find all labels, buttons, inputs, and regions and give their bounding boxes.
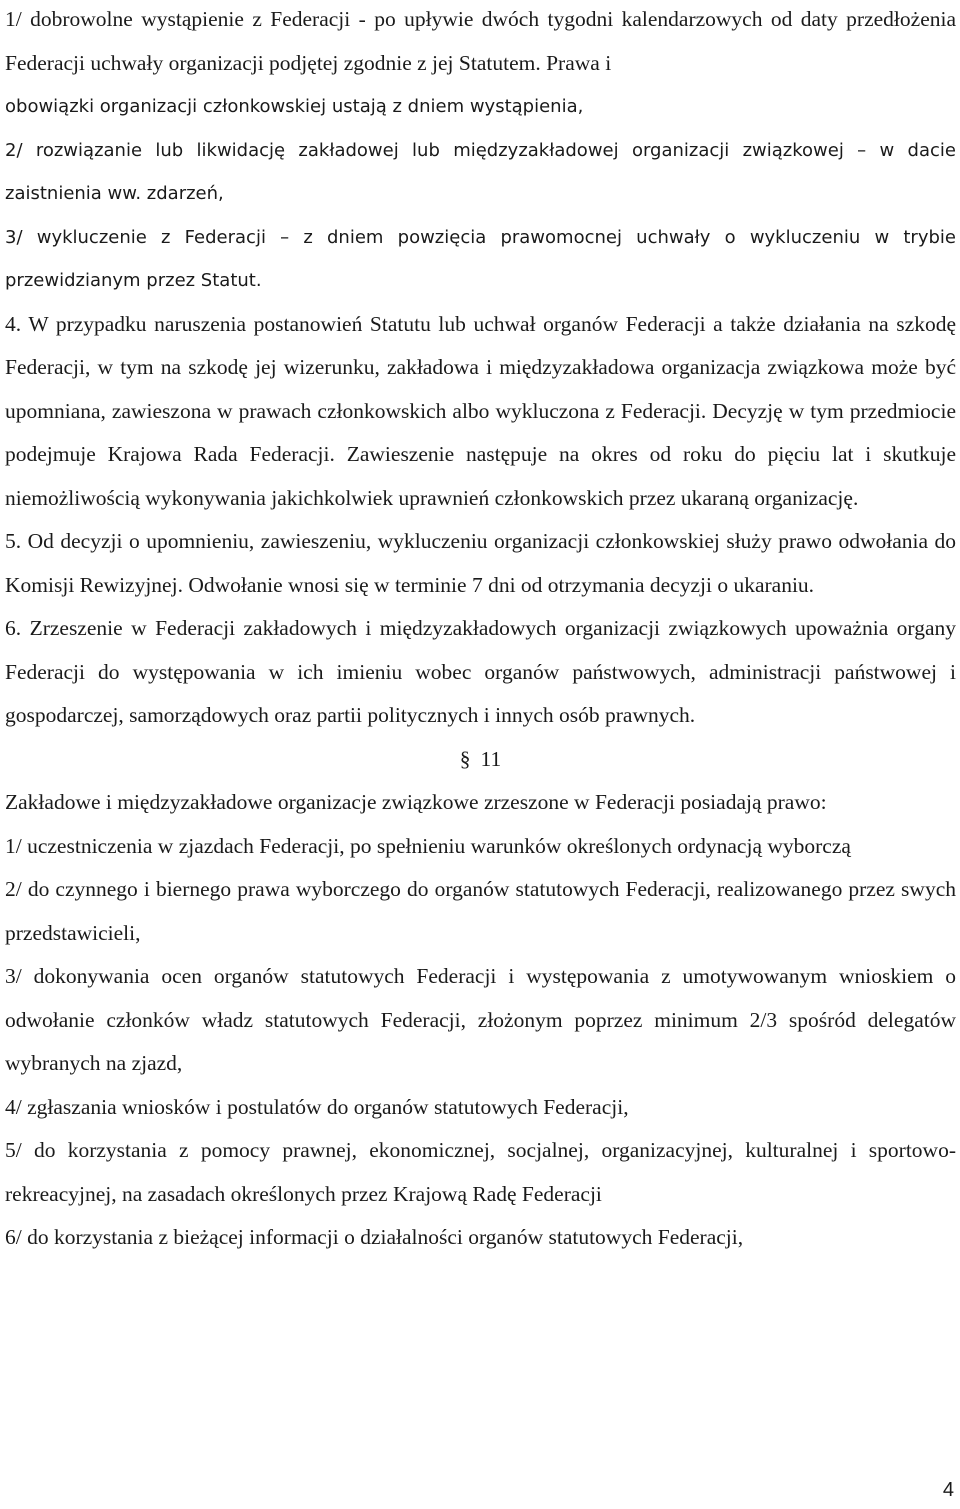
section-heading	[5, 738, 956, 782]
document-page	[5, 0, 956, 1260]
paragraph-right-2: 2/ do czynnego i biernego prawa wyborczego do organów statutowych Federacji, realizowanego przez swych przedstawicieli,	[5, 877, 956, 945]
paragraph-dissolution: 2/ rozwiązanie lub likwidację zakładowej lub międzyzakładowej organizacji związkowej – w dacie zaistnienia ww. zdarzeń,	[5, 139, 956, 204]
paragraph-exclusion: 3/ wykluczenie z Federacji – z dniem powzięcia prawomocnej uchwały o wykluczeniu w trybie przewidzianym przez Statut.	[5, 226, 956, 291]
paragraph-point-5: 5. Od decyzji o upomnieniu, zawieszeniu, wykluczeniu organizacji członkowskiej służy prawo odwołania do Komisji Rewizyjnej. Odwołanie wnosi się w terminie 7 dni od otrzymania decyzji o ukaraniu.	[5, 529, 956, 597]
paragraph-withdrawal: 1/ dobrowolne wystąpienie z Federacji - po upływie dwóch tygodni kalendarzowych od daty przedłożenia Federacji uchwały organizacji podjętej zgodnie z jej Statutem. Prawa i	[5, 7, 956, 75]
paragraph-right-1: 1/ uczestniczenia w zjazdach Federacji, po spełnieniu warunków określonych ordynacją wyborczą	[5, 833, 851, 858]
section-number: 11	[480, 746, 502, 771]
paragraph-right-3: 3/ dokonywania ocen organów statutowych Federacji i występowania z umotywowanym wnioskiem o odwołanie członków władz statutowych Federacji, złożonym poprzez minimum 2/3 spośród delegatów wybranych na zjazd,	[5, 964, 956, 1075]
paragraph-right-4: 4/ zgłaszania wniosków i postulatów do organów statutowych Federacji,	[5, 1094, 629, 1119]
paragraph-right-5: 5/ do korzystania z pomocy prawnej, ekonomicznej, socjalnej, organizacyjnej, kulturalnej i sportowo-rekreacyjnej, na zasadach określonych przez Krajową Radę Federacji	[5, 1138, 956, 1206]
page-number: 4	[942, 1479, 954, 1501]
paragraph-point-6: 6. Zrzeszenie w Federacji zakładowych i międzyzakładowych organizacji związkowych upoważnia organy Federacji do występowania w ich imieniu wobec organów państwowych, administracji państwowej i gospodarczej, samorządowych oraz partii politycznych i innych osób prawnych.	[5, 616, 956, 727]
paragraph-right-6: 6/ do korzystania z bieżącej informacji o działalności organów statutowych Federacji,	[5, 1225, 744, 1249]
paragraph-obligations: obowiązki organizacji członkowskiej ustają z dniem wystąpienia,	[5, 96, 584, 117]
paragraph-rights-intro: Zakładowe i międzyzakładowe organizacje związkowe zrzeszone w Federacji posiadają prawo:	[5, 790, 827, 814]
paragraph-point-4: 4. W przypadku naruszenia postanowień Statutu lub uchwał organów Federacji a także działania na szkodę Federacji, w tym na szkodę jej wizerunku, zakładowa i międzyzakładowa organizacja związkowa może być upomniana, zawieszona w prawach członkowskich albo wykluczona z Federacji. Decyzję w tym przedmiocie podejmuje Krajowa Rada Federacji. Zawieszenie następuje na okres od roku do pięciu lat i skutkuje niemożliwością wykonywania jakichkolwiek uprawnień członkowskich przez ukaraną organizację.	[5, 311, 956, 510]
section-sign: §	[459, 746, 471, 771]
